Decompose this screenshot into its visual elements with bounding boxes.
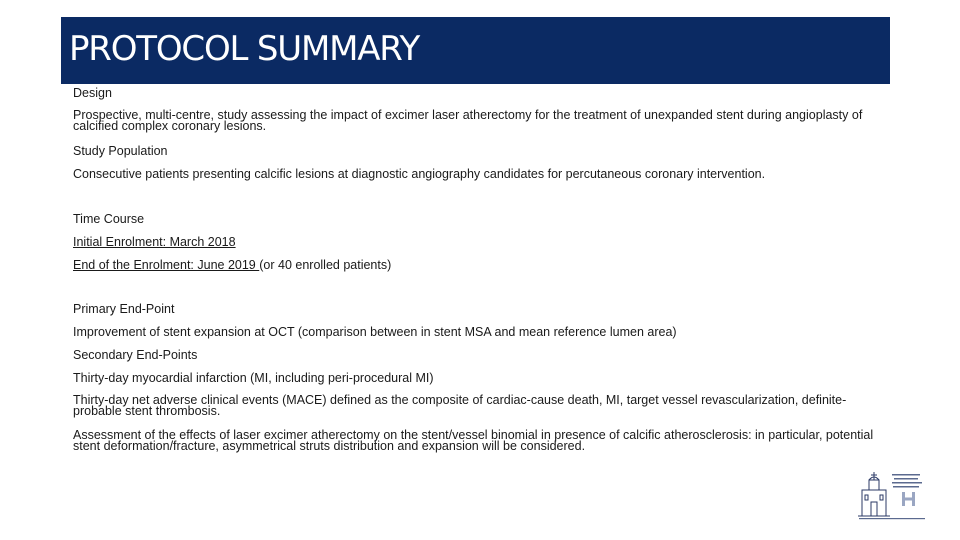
- time-course-heading: Time Course: [73, 212, 145, 226]
- end-enrolment-note: (or 40 enrolled patients): [259, 258, 392, 272]
- secondary-endpoint-2: Thirty-day net adverse clinical events (MACE) defined as the composite of cardiac-cause death, MI, target vessel revascularization, definite-probable stent thrombosis.: [73, 393, 847, 418]
- design-text: Prospective, multi-centre, study assessing the impact of excimer laser atherectomy for the treatment of unexpanded stent during angioplasty of calcified complex coronary lesions.: [73, 108, 863, 133]
- design-heading: Design: [73, 86, 112, 100]
- primary-endpoint-text: Improvement of stent expansion at OCT (comparison between in stent MSA and mean reference lumen area): [73, 325, 677, 339]
- secondary-endpoint-1: Thirty-day myocardial infarction (MI, including peri-procedural MI): [73, 371, 434, 385]
- initial-enrolment: Initial Enrolment: March 2018: [73, 235, 236, 249]
- title-banner: [61, 17, 890, 84]
- primary-endpoint-heading: Primary End-Point: [73, 302, 175, 316]
- end-enrolment-row: [73, 259, 391, 271]
- population-text: Consecutive patients presenting calcific lesions at diagnostic angiography candidates for percutaneous coronary intervention.: [73, 167, 766, 181]
- secondary-endpoints-heading: Secondary End-Points: [73, 348, 198, 362]
- hospital-building-logo-icon: [856, 468, 928, 522]
- end-enrolment: End of the Enrolment: June 2019: [73, 258, 260, 272]
- population-heading: Study Population: [73, 144, 168, 158]
- secondary-endpoint-3: Assessment of the effects of laser excimer atherectomy on the stent/vessel binomial in presence of calcific atherosclerosis: in particular, potential stent deformation/fracture, asymmetrical struts distribution and expansion will be considered.: [73, 428, 874, 453]
- page-title: PROTOCOL SUMMARY: [69, 29, 420, 69]
